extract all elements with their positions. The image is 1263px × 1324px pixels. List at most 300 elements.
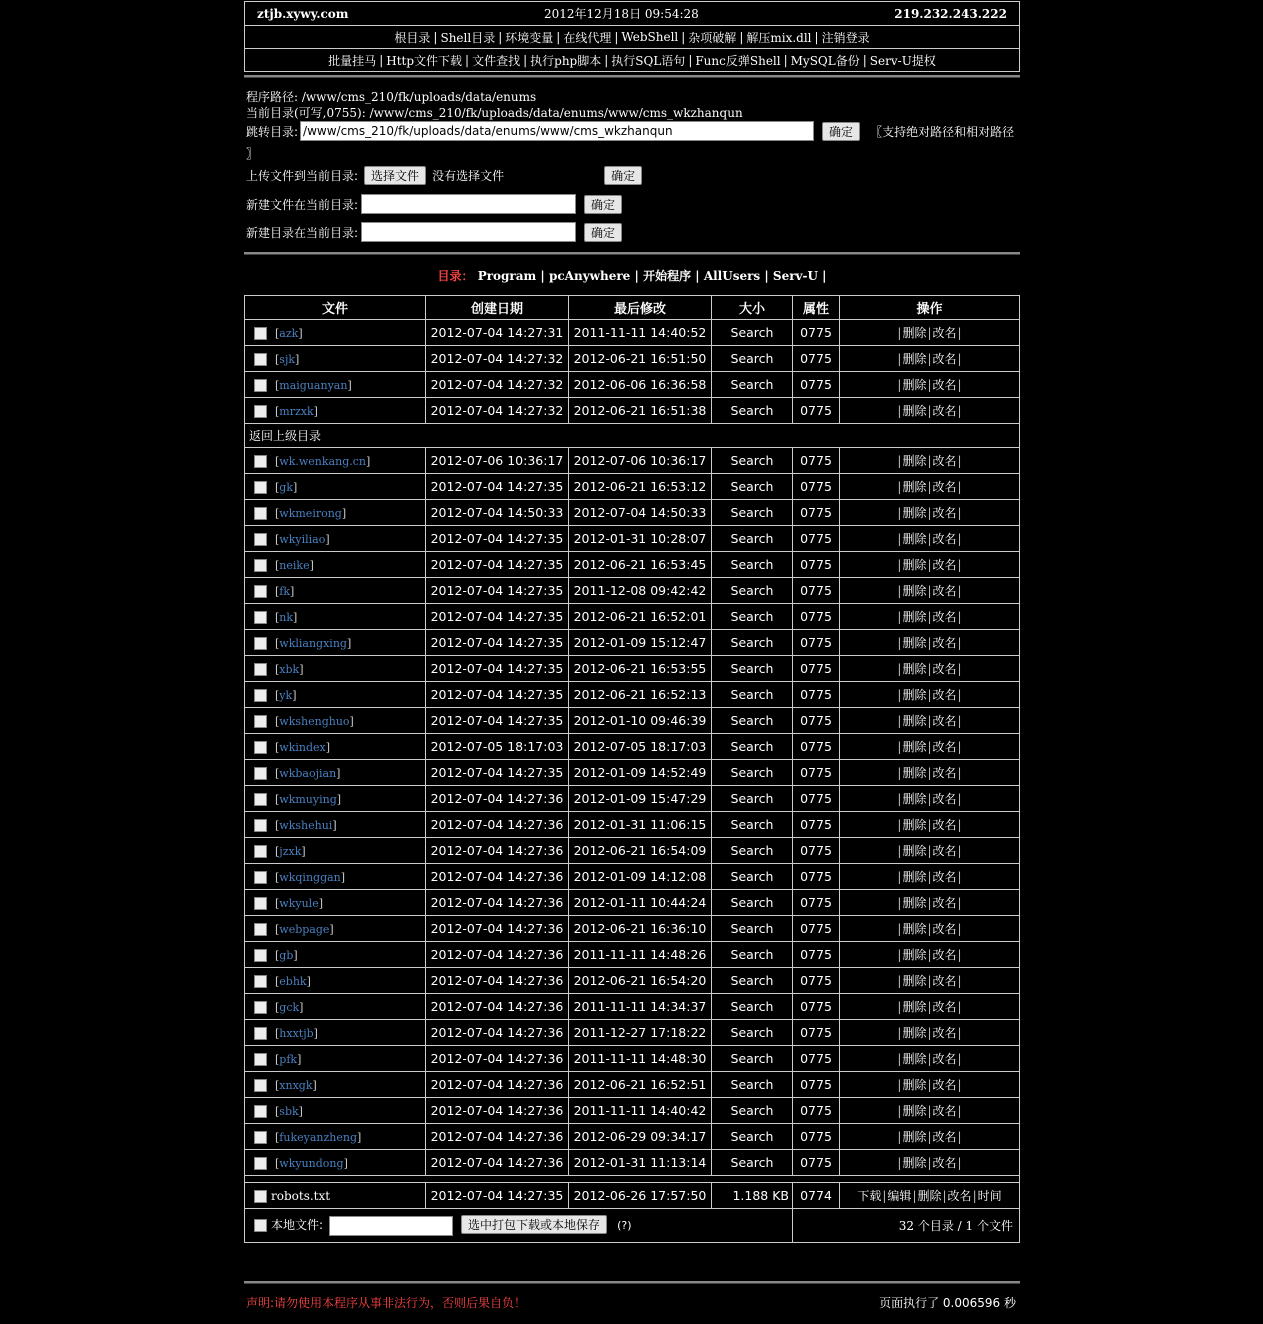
ops-cell	[840, 474, 1020, 500]
tools-menu-item[interactable]: MySQL备份	[790, 53, 860, 68]
op-separator: |	[927, 1026, 932, 1040]
newfile-confirm-button[interactable]: 确定	[584, 195, 622, 214]
op-link[interactable]: 改名	[932, 844, 957, 858]
attr-cell[interactable]: 0775	[793, 968, 840, 994]
op-link[interactable]: 删除	[902, 1078, 927, 1092]
op-link[interactable]: 删除	[902, 1104, 927, 1118]
attr-cell[interactable]: 0775	[793, 1124, 840, 1150]
file-name[interactable]: robots.txt	[271, 1188, 331, 1203]
attr-cell[interactable]: 0775	[793, 890, 840, 916]
op-link[interactable]: 改名	[932, 378, 957, 392]
op-link[interactable]: 删除	[902, 1026, 927, 1040]
op-link[interactable]: 删除	[902, 662, 927, 676]
row-checkbox[interactable]	[254, 819, 267, 832]
row-checkbox[interactable]	[254, 845, 267, 858]
op-separator: |	[927, 714, 932, 728]
ops-cell	[840, 630, 1020, 656]
op-link[interactable]: 改名	[932, 948, 957, 962]
jump-confirm-button[interactable]: 确定	[822, 122, 860, 141]
attr-cell[interactable]: 0775	[793, 1046, 840, 1072]
row-checkbox[interactable]	[254, 481, 267, 494]
table-row	[245, 968, 1020, 994]
dir-link[interactable]	[275, 353, 299, 366]
created-cell: 2012-07-04 14:50:33	[426, 500, 569, 526]
op-link[interactable]: 删除	[902, 636, 927, 650]
attr-cell[interactable]: 0775	[793, 526, 840, 552]
row-checkbox[interactable]	[254, 949, 267, 962]
bracket: [	[275, 352, 280, 366]
dir-link[interactable]	[275, 923, 334, 936]
file-name-cell	[245, 320, 426, 346]
dir-link[interactable]	[275, 689, 296, 702]
op-link[interactable]: 删除	[902, 506, 927, 520]
local-file-label: 本地文件:	[271, 1218, 324, 1233]
bracket: ]	[309, 558, 314, 572]
attr-cell[interactable]: 0775	[793, 1098, 840, 1124]
tools-menu-item[interactable]: Http文件下载	[386, 53, 463, 68]
attr-cell[interactable]: 0775	[793, 500, 840, 526]
attr-cell[interactable]: 0775	[793, 448, 840, 474]
dir-link[interactable]	[275, 845, 306, 858]
op-link[interactable]: 删除	[902, 1130, 927, 1144]
op-separator: |	[927, 1052, 932, 1066]
modified-cell: 2012-07-05 18:17:03	[569, 734, 712, 760]
row-checkbox[interactable]	[254, 585, 267, 598]
op-link[interactable]: 删除	[902, 1000, 927, 1014]
op-link[interactable]: 删除	[902, 948, 927, 962]
main-menu-item[interactable]: 环境变量	[505, 30, 554, 45]
attr-cell[interactable]: 0775	[793, 474, 840, 500]
file-name-cell	[245, 474, 426, 500]
op-link[interactable]: 改名	[932, 404, 957, 418]
dir-link[interactable]	[275, 507, 346, 520]
modified-cell: 2012-01-09 15:47:29	[569, 786, 712, 812]
header-bar	[245, 2, 1019, 25]
attr-cell[interactable]: 0775	[793, 1020, 840, 1046]
op-link[interactable]: 删除	[917, 1189, 942, 1203]
dir-name: nk	[279, 610, 294, 624]
row-checkbox[interactable]	[254, 1105, 267, 1118]
created-cell: 2012-07-04 14:27:36	[426, 1020, 569, 1046]
op-link[interactable]: 改名	[932, 610, 957, 624]
op-link[interactable]: 改名	[932, 352, 957, 366]
created-cell: 2012-07-04 14:27:31	[426, 320, 569, 346]
row-checkbox[interactable]	[254, 455, 267, 468]
dir-link[interactable]	[275, 1105, 303, 1118]
op-link[interactable]: 改名	[932, 1078, 957, 1092]
row-checkbox[interactable]	[254, 559, 267, 572]
op-link[interactable]: 删除	[902, 480, 927, 494]
jump-label: 跳转目录:	[246, 124, 299, 139]
dir-link[interactable]	[275, 1079, 317, 1092]
modified-cell: 2012-06-21 16:51:50	[569, 346, 712, 372]
dir-name: azk	[279, 326, 299, 340]
op-separator: |	[897, 558, 902, 572]
row-checkbox[interactable]	[254, 327, 267, 340]
attr-cell[interactable]: 0775	[793, 734, 840, 760]
size-cell: Search	[712, 890, 793, 916]
tools-menu-item[interactable]: 执行SQL语句	[611, 53, 686, 68]
op-separator: |	[957, 662, 962, 676]
row-checkbox[interactable]	[254, 611, 267, 624]
row-checkbox[interactable]	[254, 533, 267, 546]
attr-cell[interactable]: 0775	[793, 1072, 840, 1098]
op-link[interactable]: 删除	[902, 844, 927, 858]
size-cell: Search	[712, 1098, 793, 1124]
table-row	[245, 708, 1020, 734]
dir-link[interactable]	[275, 405, 318, 418]
tools-menu-item[interactable]: 执行php脚本	[530, 53, 602, 68]
op-link[interactable]: 改名	[932, 1156, 957, 1170]
modified-cell: 2011-11-11 14:34:37	[569, 994, 712, 1020]
op-link[interactable]: 删除	[902, 922, 927, 936]
row-checkbox[interactable]	[254, 689, 267, 702]
op-link[interactable]: 删除	[902, 818, 927, 832]
op-separator: |	[957, 1104, 962, 1118]
dir-link[interactable]	[275, 585, 294, 598]
bracket: [	[275, 326, 280, 340]
row-checkbox[interactable]	[254, 741, 267, 754]
attr-cell[interactable]: 0775	[793, 838, 840, 864]
op-separator: |	[942, 1189, 947, 1203]
jump-note-end: 〗	[246, 147, 259, 161]
file-name-cell	[245, 1072, 426, 1098]
op-separator: |	[957, 610, 962, 624]
size-cell: Search	[712, 786, 793, 812]
modified-cell: 2011-11-11 14:40:52	[569, 320, 712, 346]
dir-link[interactable]	[275, 1053, 301, 1066]
help-link[interactable]: (?)	[617, 1219, 632, 1233]
dir-name: neike	[279, 558, 310, 572]
attr-cell[interactable]: 0774	[793, 1183, 840, 1209]
op-separator: |	[957, 948, 962, 962]
upload-confirm-button[interactable]: 确定	[604, 166, 642, 185]
dir-link[interactable]	[275, 949, 298, 962]
op-separator: |	[897, 818, 902, 832]
tools-menu-item[interactable]: Serv-U提权	[869, 53, 936, 68]
row-checkbox[interactable]	[254, 637, 267, 650]
row-checkbox[interactable]	[254, 1157, 267, 1170]
op-link[interactable]: 删除	[902, 766, 927, 780]
row-checkbox[interactable]	[254, 923, 267, 936]
bracket: ]	[299, 1000, 304, 1014]
op-separator: |	[897, 532, 902, 546]
table-row	[245, 346, 1020, 372]
row-checkbox[interactable]	[254, 1053, 267, 1066]
op-link[interactable]: 删除	[902, 870, 927, 884]
main-menu-item[interactable]: 注销登录	[821, 30, 870, 45]
op-link[interactable]: 下载	[857, 1189, 882, 1203]
op-link[interactable]: 改名	[932, 792, 957, 806]
dir-link[interactable]	[275, 455, 370, 468]
op-link[interactable]: 删除	[902, 1052, 927, 1066]
dir-name: webpage	[279, 922, 330, 936]
op-link[interactable]: 改名	[932, 1104, 957, 1118]
row-checkbox[interactable]	[254, 507, 267, 520]
op-link[interactable]: 改名	[932, 662, 957, 676]
op-link[interactable]: 改名	[932, 326, 957, 340]
op-link[interactable]: 改名	[932, 688, 957, 702]
dir-name: xnxgk	[279, 1078, 313, 1092]
op-link[interactable]: 改名	[932, 740, 957, 754]
attr-cell[interactable]: 0775	[793, 372, 840, 398]
dir-link[interactable]	[275, 975, 311, 988]
bracket: ]	[349, 714, 354, 728]
dir-link[interactable]	[275, 559, 314, 572]
op-separator: |	[957, 1026, 962, 1040]
op-link[interactable]: 删除	[902, 792, 927, 806]
op-link[interactable]: 改名	[932, 714, 957, 728]
op-link[interactable]: 编辑	[887, 1189, 912, 1203]
row-checkbox[interactable]	[254, 1001, 267, 1014]
jump-dir-input[interactable]	[300, 121, 814, 141]
modified-cell: 2011-11-11 14:48:30	[569, 1046, 712, 1072]
ops-cell	[840, 864, 1020, 890]
dir-link[interactable]	[275, 871, 345, 884]
table-row	[245, 838, 1020, 864]
bracket: ]	[336, 792, 342, 806]
attr-cell[interactable]: 0775	[793, 320, 840, 346]
op-separator: |	[927, 740, 932, 754]
dir-link[interactable]	[275, 897, 323, 910]
size-cell: Search	[712, 630, 793, 656]
attr-cell[interactable]: 0775	[793, 398, 840, 424]
spacer-row	[245, 1176, 1020, 1183]
op-link[interactable]: 改名	[932, 896, 957, 910]
op-link[interactable]: 删除	[902, 714, 927, 728]
tools-menu-item[interactable]: 文件查找	[472, 53, 521, 68]
op-link[interactable]: 改名	[932, 480, 957, 494]
size-cell: Search	[712, 552, 793, 578]
op-link[interactable]: 改名	[932, 1000, 957, 1014]
modified-cell: 2012-01-09 14:52:49	[569, 760, 712, 786]
op-link[interactable]: 删除	[902, 454, 927, 468]
op-link[interactable]: 删除	[902, 1156, 927, 1170]
modified-cell: 2012-01-09 14:12:08	[569, 864, 712, 890]
op-link[interactable]: 改名	[932, 974, 957, 988]
pack-download-button[interactable]: 选中打包下载或本地保存	[461, 1215, 607, 1234]
attr-cell[interactable]: 0775	[793, 552, 840, 578]
attr-cell[interactable]: 0775	[793, 708, 840, 734]
quick-dir-link[interactable]: 开始程序	[643, 269, 692, 283]
attr-cell[interactable]: 0775	[793, 604, 840, 630]
file-name-cell	[245, 864, 426, 890]
dir-name: gk	[279, 480, 294, 494]
newfile-input[interactable]	[361, 194, 576, 214]
size-cell: Search	[712, 526, 793, 552]
bracket: [	[275, 922, 280, 936]
created-cell: 2012-07-04 14:27:32	[426, 346, 569, 372]
attr-cell[interactable]: 0775	[793, 812, 840, 838]
size-cell: Search	[712, 994, 793, 1020]
created-cell: 2012-07-04 14:27:35	[426, 1183, 569, 1209]
tools-menu-item[interactable]: 批量挂马	[328, 53, 377, 68]
table-row	[245, 994, 1020, 1020]
bracket: ]	[312, 1078, 317, 1092]
ops-cell	[840, 1124, 1020, 1150]
main-menu-item[interactable]: 解压mix.dll	[746, 30, 812, 45]
row-checkbox[interactable]	[254, 1027, 267, 1040]
op-separator: |	[897, 636, 902, 650]
op-link[interactable]: 删除	[902, 740, 927, 754]
op-link[interactable]: 时间	[977, 1189, 1002, 1203]
choose-file-button[interactable]: 选择文件	[364, 166, 426, 185]
row-checkbox[interactable]	[254, 405, 267, 418]
quick-dir-link[interactable]: AllUsers	[703, 269, 761, 283]
bracket: [	[275, 506, 280, 520]
bracket: [	[275, 1156, 280, 1170]
parent-dir-link[interactable]: 返回上级目录	[245, 424, 1020, 448]
op-link[interactable]: 删除	[902, 404, 927, 418]
op-link[interactable]: 改名	[932, 1026, 957, 1040]
modified-cell: 2012-07-06 10:36:17	[569, 448, 712, 474]
row-checkbox[interactable]	[254, 1190, 267, 1203]
main-menu-item[interactable]: 杂项破解	[688, 30, 737, 45]
attr-cell[interactable]: 0775	[793, 682, 840, 708]
ops-cell	[840, 734, 1020, 760]
dir-link[interactable]	[275, 741, 330, 754]
table-row	[245, 630, 1020, 656]
quick-dir-link[interactable]: Serv-U	[772, 269, 818, 283]
row-checkbox[interactable]	[254, 767, 267, 780]
op-separator: |	[897, 870, 902, 884]
row-checkbox[interactable]	[254, 975, 267, 988]
op-link[interactable]: 改名	[932, 584, 957, 598]
divider	[244, 1281, 1020, 1284]
op-link[interactable]: 改名	[932, 1130, 957, 1144]
dir-link[interactable]	[275, 379, 352, 392]
row-checkbox[interactable]	[254, 1079, 267, 1092]
newdir-confirm-button[interactable]: 确定	[584, 223, 622, 242]
dir-link[interactable]	[275, 533, 330, 546]
dir-link[interactable]	[275, 1027, 318, 1040]
quick-dir-link[interactable]: pcAnywhere	[548, 269, 631, 283]
op-link[interactable]: 删除	[902, 610, 927, 624]
table-row	[245, 786, 1020, 812]
row-checkbox[interactable]	[254, 793, 267, 806]
dir-link[interactable]	[275, 1131, 361, 1144]
row-checkbox[interactable]	[254, 353, 267, 366]
attr-cell[interactable]: 0775	[793, 346, 840, 372]
op-link[interactable]: 改名	[932, 506, 957, 520]
op-separator: |	[897, 922, 902, 936]
attr-cell[interactable]: 0775	[793, 786, 840, 812]
menu-separator: |	[739, 30, 744, 44]
attr-cell[interactable]: 0775	[793, 630, 840, 656]
bracket: ]	[318, 896, 324, 910]
attr-cell[interactable]: 0775	[793, 578, 840, 604]
op-link[interactable]: 删除	[902, 688, 927, 702]
created-cell: 2012-07-04 14:27:35	[426, 656, 569, 682]
bracket: [	[275, 480, 280, 494]
menu-separator: |	[556, 30, 561, 44]
op-link[interactable]: 删除	[902, 896, 927, 910]
dir-link[interactable]	[275, 767, 340, 780]
created-cell: 2012-07-06 10:36:17	[426, 448, 569, 474]
dir-link[interactable]	[275, 637, 351, 650]
dir-link[interactable]	[275, 327, 303, 340]
ops-cell	[840, 812, 1020, 838]
op-link[interactable]: 改名	[947, 1189, 972, 1203]
dir-link[interactable]	[275, 663, 304, 676]
local-file-input[interactable]	[329, 1216, 453, 1236]
dir-link[interactable]	[275, 1157, 348, 1170]
attr-cell[interactable]: 0775	[793, 942, 840, 968]
main-menu-item[interactable]: WebShell	[621, 30, 679, 44]
op-link[interactable]: 删除	[902, 532, 927, 546]
row-checkbox[interactable]	[254, 379, 267, 392]
modified-cell: 2011-11-11 14:48:26	[569, 942, 712, 968]
op-separator: |	[957, 506, 962, 520]
modified-cell: 2012-06-21 16:52:01	[569, 604, 712, 630]
op-separator: |	[897, 974, 902, 988]
dir-link[interactable]	[275, 611, 297, 624]
dir-name: fk	[279, 584, 291, 598]
tools-menu-item[interactable]: Func反弹Shell	[695, 53, 781, 68]
main-menu-item[interactable]: Shell目录	[440, 30, 496, 45]
file-name-cell	[245, 968, 426, 994]
op-separator: |	[957, 922, 962, 936]
op-link[interactable]: 删除	[902, 558, 927, 572]
attr-cell[interactable]: 0775	[793, 864, 840, 890]
bracket: ]	[340, 870, 346, 884]
file-name-cell	[245, 708, 426, 734]
size-cell: Search	[712, 1046, 793, 1072]
op-link[interactable]: 删除	[902, 352, 927, 366]
attr-cell[interactable]: 0775	[793, 760, 840, 786]
op-link[interactable]: 改名	[932, 532, 957, 546]
attr-cell[interactable]: 0775	[793, 994, 840, 1020]
op-link[interactable]: 删除	[902, 584, 927, 598]
op-link[interactable]: 改名	[932, 818, 957, 832]
modified-cell: 2012-07-04 14:50:33	[569, 500, 712, 526]
op-link[interactable]: 改名	[932, 766, 957, 780]
dir-link[interactable]	[275, 715, 354, 728]
table-row	[245, 398, 1020, 424]
current-dir: 当前目录(可写,0755): /www/cms_210/fk/uploads/data/enums/www/cms_wkzhanqun	[246, 106, 743, 120]
op-link[interactable]: 改名	[932, 454, 957, 468]
attr-cell[interactable]: 0775	[793, 1150, 840, 1176]
op-link[interactable]: 改名	[932, 1052, 957, 1066]
dir-link[interactable]	[275, 481, 297, 494]
main-menu-item[interactable]: 在线代理	[563, 30, 612, 45]
op-link[interactable]: 改名	[932, 636, 957, 650]
row-checkbox[interactable]	[254, 715, 267, 728]
op-link[interactable]: 改名	[932, 922, 957, 936]
dir-link[interactable]	[275, 793, 341, 806]
dir-link[interactable]	[275, 1001, 303, 1014]
main-menu-item[interactable]: 根目录	[394, 30, 431, 45]
attr-cell[interactable]: 0775	[793, 916, 840, 942]
row-checkbox[interactable]	[254, 663, 267, 676]
row-checkbox[interactable]	[254, 871, 267, 884]
newdir-input[interactable]	[361, 222, 576, 242]
op-link[interactable]: 删除	[902, 378, 927, 392]
op-link[interactable]: 改名	[932, 870, 957, 884]
dir-link[interactable]	[275, 819, 337, 832]
select-all-checkbox[interactable]	[254, 1219, 267, 1232]
row-checkbox[interactable]	[254, 897, 267, 910]
op-link[interactable]: 改名	[932, 558, 957, 572]
file-name-cell	[245, 1020, 426, 1046]
row-checkbox[interactable]	[254, 1131, 267, 1144]
op-link[interactable]: 删除	[902, 974, 927, 988]
op-link[interactable]: 删除	[902, 326, 927, 340]
op-separator: |	[927, 662, 932, 676]
attr-cell[interactable]: 0775	[793, 656, 840, 682]
quick-dir-link[interactable]: Program	[477, 269, 537, 283]
bracket: [	[275, 584, 280, 598]
